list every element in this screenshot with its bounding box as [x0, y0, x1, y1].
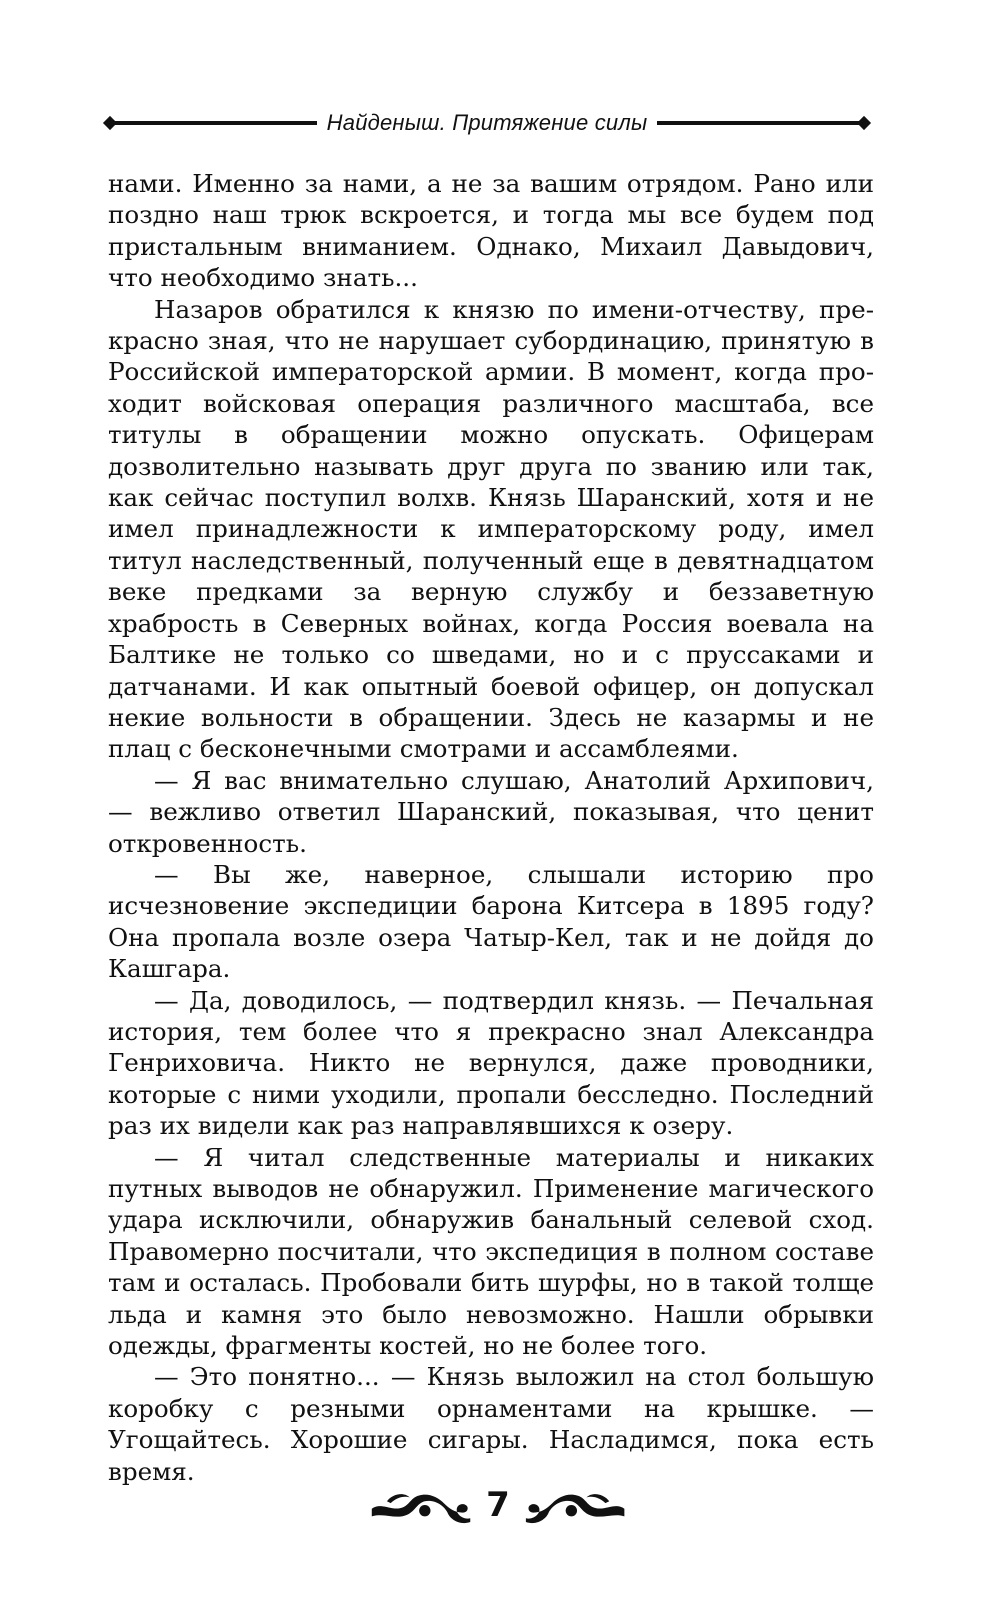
paragraph: Назаров обратился к князю по имени-отчеству, прекрасно зная, что не нарушает субординацию, принятую в Российской императорской армии. В момент, когда проходит войсковая операция различного масштаба, все титулы в обращении можно опускать. Офицерам дозволительно называть друг друга по званию или так, как сейчас поступил волхв. Князь Шаранский, хотя и не имел принадлежности к императорскому роду, имел титул наследственный, полученный еще в девятнадцатом веке предками за верную службу и беззаветную храбрость в Северных войнах, когда Россия воевала на Балтике не только со шведами, но и с пруссаками и датчанами. И как опытный боевой офицер, он допускал некие вольности в обращении. Здесь не казармы и не плац с бесконечными смотрами и ассамблеями.: [108, 294, 874, 764]
paragraph-continued: нами. Именно за нами, а не за вашим отрядом. Рано или поздно наш трюк вскроется, и тогда мы все будем под пристальным вниманием. Однако, Михаил Давыдович, что необходимо знать...: [108, 169, 874, 293]
dialogue-paragraph: — Я читал следственные материалы и никаких путных выводов не обнаружил. Применение магического удара исключили, обнаружив банальный селевой сход. Правомерно посчитали, что экспедиция в полном составе там и осталась. Пробовали бить шурфы, но в такой толще льда и камня это было невозможно. Нашли обрывки одежды, фрагменты костей, но не более того.: [108, 1142, 874, 1361]
header-rule-right: [657, 121, 866, 125]
dialogue-paragraph: — Это понятно... — Князь выложил на стол большую коробку с резными орнаментами на крышке. — Угощайтесь. Хорошие сигары. Насладимся, пока есть время.: [108, 1362, 874, 1486]
dialogue-paragraph: — Вы же, наверное, слышали историю про исчезновение экспедиции барона Китсера в 1895 году? Она пропала возле озера Чатыр-Кел, так и не дойдя до Кашгара.: [108, 859, 874, 984]
flourish-left-icon: [368, 1483, 472, 1527]
running-header: [108, 108, 866, 138]
dialogue-paragraph: — Я вас внимательно слушаю, Анатолий Архипович, — вежливо ответил Шаранский, показывая, что ценит откровенность.: [108, 765, 874, 858]
header-rule-left: [108, 121, 317, 125]
page-number: 7: [486, 1485, 510, 1525]
flourish-right-icon: [524, 1483, 628, 1527]
dialogue-paragraph: — Да, доводилось, — подтвердил князь. — Печальная история, тем более что я прекрасно знал Александра Генриховича. Никто не вернулся, даже проводники, которые с ними уходили, пропали бесследно. Последний раз их видели как раз направлявшихся к озеру.: [108, 985, 874, 1141]
running-header-title: Найденыш. Притяжение силы: [326, 110, 648, 135]
folio: [368, 1476, 628, 1534]
body-text: [108, 168, 874, 1487]
